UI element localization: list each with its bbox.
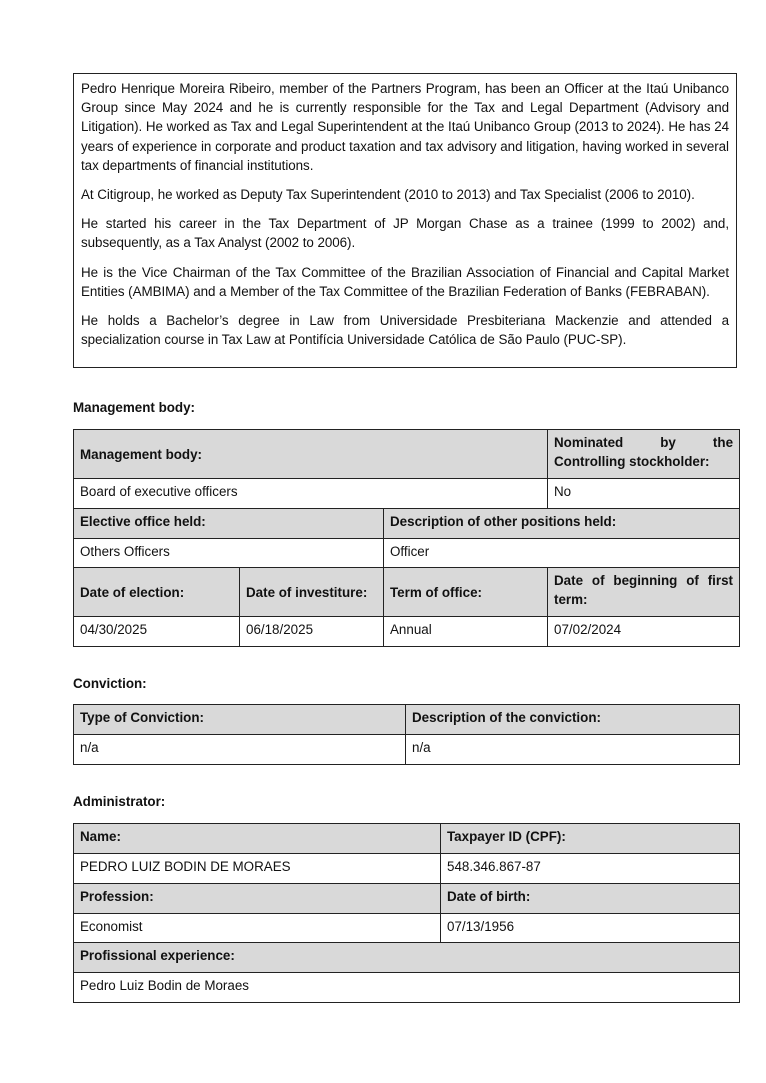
conviction-type-value: n/a [74,735,406,765]
management-section-label: Management body: [73,400,196,415]
other-positions-value: Officer [384,539,740,568]
nominated-header [548,430,740,479]
date-election-value: 04/30/2025 [74,617,240,647]
table-row [74,568,740,617]
table-row [74,539,740,568]
nominated-value: No [548,479,740,509]
table-row [74,943,740,973]
conviction-section-label: Conviction: [73,676,147,691]
administrator-table [73,823,740,1003]
management-body-value: Board of executive officers [74,479,548,509]
term-value: Annual [384,617,548,647]
date-investiture-value: 06/18/2025 [240,617,384,647]
elective-office-value: Others Officers [74,539,384,568]
conviction-type-header: Type of Conviction: [74,705,406,735]
cpf-header: Taxpayer ID (CPF): [441,824,740,854]
management-body-header: Management body: [74,430,548,479]
table-row [74,735,740,765]
table-row [74,509,740,539]
table-row [74,854,740,884]
table-row [74,705,740,735]
table-row [74,884,740,914]
first-term-header-line2: term: [554,592,588,607]
table-row [74,973,740,1003]
table-row [74,479,740,509]
table-row [74,430,740,479]
profession-header: Profession: [74,884,441,914]
elective-office-header: Elective office held: [74,509,384,539]
profession-value: Economist [74,914,441,943]
table-row [74,824,740,854]
experience-header: Profissional experience: [74,943,740,973]
bio-paragraph: At Citigroup, he worked as Deputy Tax Superintendent (2010 to 2013) and Tax Specialist (2006 to 2010). [81,187,695,203]
management-body-table [73,429,740,647]
dob-value: 07/13/1956 [441,914,740,943]
first-term-header-line1: Date of beginning of first [554,573,734,588]
date-election-header: Date of election: [74,568,240,617]
conviction-description-value: n/a [406,735,740,765]
nominated-header-line2: Controlling stockholder: [554,454,710,469]
cpf-value: 548.346.867-87 [441,854,740,884]
date-investiture-header: Date of investiture: [240,568,384,617]
bio-paragraph: He started his career in the Tax Department of JP Morgan Chase as a trainee (1999 to 2002) and, subsequently, as a Tax Analyst (2002 to 2006). [81,216,729,251]
conviction-description-header: Description of the conviction: [406,705,740,735]
table-row [74,617,740,647]
dob-header: Date of birth: [441,884,740,914]
nominated-header-line1: Nominated by the [554,435,734,450]
first-term-header [548,568,740,617]
name-header: Name: [74,824,441,854]
conviction-table [73,704,740,765]
biography-box [73,73,737,368]
other-positions-header: Description of other positions held: [384,509,740,539]
administrator-section-label: Administrator: [73,794,166,809]
experience-value: Pedro Luiz Bodin de Moraes [74,973,740,1003]
bio-paragraph: He holds a Bachelor’s degree in Law from Universidade Presbiteriana Mackenzie and attended a specialization course in Tax Law at Pontifícia Universidade Católica de São Paulo (PUC-SP). [81,313,729,348]
table-row [74,914,740,943]
bio-paragraph: He is the Vice Chairman of the Tax Committee of the Brazilian Association of Financial and Capital Market Entities (AMBIMA) and a Member of the Tax Committee of the Brazilian Federation of Banks (FEBRABAN). [81,264,729,299]
term-header: Term of office: [384,568,548,617]
first-term-value: 07/02/2024 [548,617,740,647]
name-value: PEDRO LUIZ BODIN DE MORAES [74,854,441,884]
bio-paragraph: Pedro Henrique Moreira Ribeiro, member of the Partners Program, has been an Officer at the Itaú Unibanco Group since May 2024 and he is currently responsible for the Tax and Legal Department (Advisory and Litigation). He worked as Tax and Legal Superintendent at the Itaú Unibanco Group (2013 to 2024). He has 24 years of experience in corporate and product taxation and tax advisory and litigation, having worked in several tax departments of financial institutions. [81,81,729,173]
